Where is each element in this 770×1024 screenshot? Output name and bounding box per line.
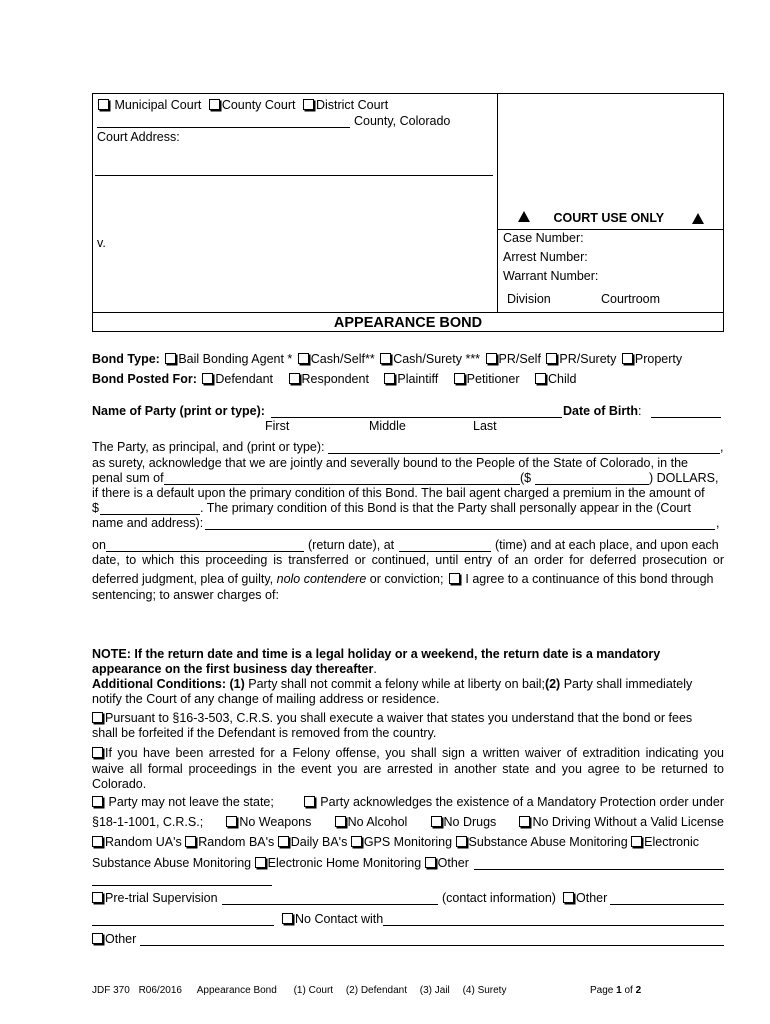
notify-court-text: notify the Court of any change of mailing address or residence. [92,692,440,706]
electronic-home-label: Electronic Home Monitoring [267,856,422,870]
return-date-input[interactable] [106,551,304,552]
felony-row [92,746,724,760]
continuance-agree-text: I agree to a continuance of this bond through [465,572,714,586]
no-driving-checkbox[interactable] [519,816,530,827]
cash-self-label: Cash/Self** [310,352,375,366]
first-name-caption: First [265,419,290,433]
court-address-input[interactable] [95,175,493,176]
condition-1-text: Party shall not commit a felony while at liberty on bail; [248,677,545,691]
party-name-input[interactable] [271,417,562,418]
penal-sum-amount-input[interactable] [535,484,649,485]
footer-left [92,985,506,996]
municipal-court-label: Municipal Court [114,98,202,112]
on-label: on [92,538,106,552]
penal-sum-words-input[interactable] [164,484,520,485]
form-name: Appearance Bond [196,985,277,996]
middle-name-caption: Middle [369,419,406,433]
arrest-number-label: Arrest Number: [503,250,588,264]
page-current: 1 [616,985,622,996]
electronic-substance-label: Substance Abuse Monitoring [92,856,252,870]
contact-info-label: (contact information) [442,891,556,905]
other3-checkbox[interactable] [92,933,103,944]
form-revision: R06/2016 [138,985,182,996]
continuance-checkbox[interactable] [449,573,460,584]
no-contact-input[interactable] [383,925,724,926]
bail-bonding-agent-label: Bail Bonding Agent * [178,352,293,366]
premium-amount-input[interactable] [100,514,200,515]
up-arrow-icon [692,213,704,224]
bond-posted-for-label: Bond Posted For: [92,372,197,386]
court-address-label: Court Address: [97,130,180,144]
note-period: . [373,662,377,676]
page-number [590,985,641,996]
charges-label: sentencing; to answer charges of: [92,588,279,602]
no-driving-label: No Driving Without a Valid License [532,815,724,829]
bail-bonding-agent-checkbox[interactable] [165,353,176,364]
daily-ba-label: Daily BA's [290,835,348,849]
condition-1-number: (1) [229,677,245,691]
cash-surety-label: Cash/Surety *** [393,352,481,366]
other-label: Other [437,856,469,870]
page-prefix: Page [590,985,614,996]
surety-name-input[interactable] [328,453,720,454]
no-contact-label: No Contact with [295,912,384,926]
court-name-address-input[interactable] [205,529,715,530]
plea-row [92,572,714,586]
child-label: Child [547,372,577,386]
protection-order-checkbox[interactable] [304,796,315,807]
pr-surety-label: PR/Surety [559,352,617,366]
district-court-label: District Court [315,98,389,112]
no-weapons-label: No Weapons [239,815,312,829]
cash-self-checkbox[interactable] [298,353,309,364]
property-checkbox[interactable] [622,353,633,364]
no-drugs-checkbox[interactable] [431,816,442,827]
random-ua-checkbox[interactable] [92,836,103,847]
electronic-checkbox[interactable] [631,836,642,847]
bond-posted-for-row [92,372,576,386]
other2-checkbox[interactable] [563,892,574,903]
plea-text: deferred judgment, plea of guilty, [92,572,274,586]
waiver-text: Pursuant to §16-3-503, C.R.S. you shall execute a waiver that states you understand that the bond or fees [105,711,693,725]
defendant-label: Defendant [215,372,274,386]
felony-checkbox[interactable] [92,747,103,758]
up-arrow-icon [518,211,530,222]
copy-court: (1) Court [293,985,334,996]
page-title: APPEARANCE BOND [333,315,483,331]
other2-label: Other [576,891,608,905]
primary-condition: . The primary condition of this Bond is that the Party shall personally appear in the (Court [200,501,691,515]
bond-type-row [92,352,682,366]
copy-defendant: (2) Defendant [345,985,407,996]
court-use-rule [497,229,724,230]
note-line1: NOTE: If the return date and time is a legal holiday or a weekend, the return date is a mandatory [92,647,661,661]
copy-jail: (3) Jail [419,985,450,996]
bond-type-label: Bond Type: [92,352,160,366]
courtroom-label: Courtroom [601,292,661,306]
district-court-checkbox[interactable] [303,99,314,110]
random-ua-label: Random UA's [105,835,182,849]
surety-intro: The Party, as principal, and (print or type): [92,440,325,454]
no-contact-checkbox[interactable] [282,913,293,924]
party-name-label: Name of Party (print or type): [92,404,265,418]
no-alcohol-checkbox[interactable] [335,816,346,827]
petitioner-checkbox[interactable] [454,373,465,384]
defendant-checkbox[interactable] [202,373,213,384]
property-label: Property [634,352,683,366]
no-weapons-checkbox[interactable] [226,816,237,827]
case-number-label: Case Number: [503,231,584,245]
premium-dollar: $ [92,501,99,515]
caption-bottom-rule [92,312,724,313]
surety-comma: , [720,440,724,454]
electronic-row [92,856,469,870]
versus-label: v. [97,236,106,250]
substance-abuse-checkbox[interactable] [456,836,467,847]
caption-divider [497,93,498,313]
warrant-number-label: Warrant Number: [503,269,599,283]
penal-sum-label: penal sum of [92,471,164,485]
electronic-label: Electronic [644,835,700,849]
random-ba-label: Random BA's [198,835,275,849]
return-date-label: (return date), at [308,538,395,552]
cash-surety-checkbox[interactable] [380,353,391,364]
monitoring-row [92,835,699,849]
page-of: of [624,985,633,996]
court-use-only-header: COURT USE ONLY [518,211,708,225]
felony-text-2: waive all formal proceedings in the event you are arrested in another state and you agree to be returned to [92,762,724,776]
leave-state-row [92,795,724,809]
gps-label: GPS Monitoring [363,835,453,849]
dob-input[interactable] [651,417,721,418]
condition-2-text: Party shall immediately [563,677,693,691]
court-type-row [98,98,388,112]
waiver-text-2: shall be forfeited if the Defendant is removed from the country. [92,726,437,740]
random-ba-checkbox[interactable] [185,836,196,847]
county-suffix: County, Colorado [354,114,451,128]
plaintiff-checkbox[interactable] [384,373,395,384]
other-checkbox[interactable] [425,857,436,868]
continuance-text: date, to which this proceeding is transferred or continued, until entry of an order for deferred prosecution or [92,553,724,567]
pretrial-label: Pre-trial Supervision [105,891,218,905]
division-label: Division [507,292,551,306]
note-line2: appearance on the first business day thereafter [92,662,374,676]
nolo-contendere: nolo contendere [276,572,367,586]
county-court-label: County Court [221,98,296,112]
other-input-2[interactable] [92,885,272,886]
pretrial-checkbox[interactable] [92,892,103,903]
court-name-label: name and address): [92,516,204,530]
additional-conditions-row [92,677,692,691]
child-checkbox[interactable] [535,373,546,384]
surety-acknowledgement: as surety, acknowledge that we are jointly and severally bound to the People of the State of Colorado, in the [92,456,688,470]
respondent-label: Respondent [301,372,369,386]
return-time-input[interactable] [399,551,491,552]
contact-info-input[interactable] [92,925,274,926]
protection-order-label: Party acknowledges the existence of a Mandatory Protection order under [320,795,724,809]
felony-text-3: Colorado. [92,777,147,791]
other-input[interactable] [474,869,724,870]
dollar-open: ($ [520,471,532,485]
dob-label: Date of Birth [563,404,638,418]
municipal-court-checkbox[interactable] [98,99,109,110]
pretrial-input[interactable] [222,904,438,905]
petitioner-label: Petitioner [466,372,520,386]
restrictions-row [92,815,724,829]
other2-input[interactable] [610,904,724,905]
last-name-caption: Last [473,419,497,433]
respondent-checkbox[interactable] [289,373,300,384]
other3-input[interactable] [140,945,724,946]
default-condition: if there is a default upon the primary condition of this Bond. The bail agent charged a premium in the amount of [92,486,705,500]
pr-self-label: PR/Self [498,352,541,366]
plaintiff-label: Plaintiff [397,372,439,386]
copy-surety: (4) Surety [462,985,507,996]
daily-ba-checkbox[interactable] [278,836,289,847]
pr-self-checkbox[interactable] [486,353,497,364]
leave-state-label: Party may not leave the state; [108,795,274,809]
page-total: 2 [635,985,642,996]
court-name-comma: , [716,516,720,530]
gps-checkbox[interactable] [351,836,362,847]
felony-text: If you have been arrested for a Felony offense, you shall sign a written waiver of extradition indicating you [105,746,724,760]
pr-surety-checkbox[interactable] [546,353,557,364]
condition-2-number: (2) [544,677,561,691]
dollars-label: ) DOLLARS, [649,471,719,485]
electronic-home-checkbox[interactable] [255,857,266,868]
no-alcohol-label: No Alcohol [347,815,408,829]
other3-label: Other [105,932,137,946]
conditions-label: Additional Conditions: [92,677,227,691]
leave-state-checkbox[interactable] [92,796,103,807]
time-label: (time) and at each place, and upon each [495,538,719,552]
county-court-checkbox[interactable] [209,99,220,110]
county-input[interactable] [97,127,350,128]
conviction-text: or conviction; [369,572,444,586]
substance-abuse-label: Substance Abuse Monitoring [468,835,628,849]
statute-label: §18-1-1001, C.R.S.; [92,815,204,829]
waiver-checkbox[interactable] [92,712,103,723]
dob-colon: : [638,404,642,418]
form-id: JDF 370 [92,985,130,996]
no-drugs-label: No Drugs [443,815,497,829]
